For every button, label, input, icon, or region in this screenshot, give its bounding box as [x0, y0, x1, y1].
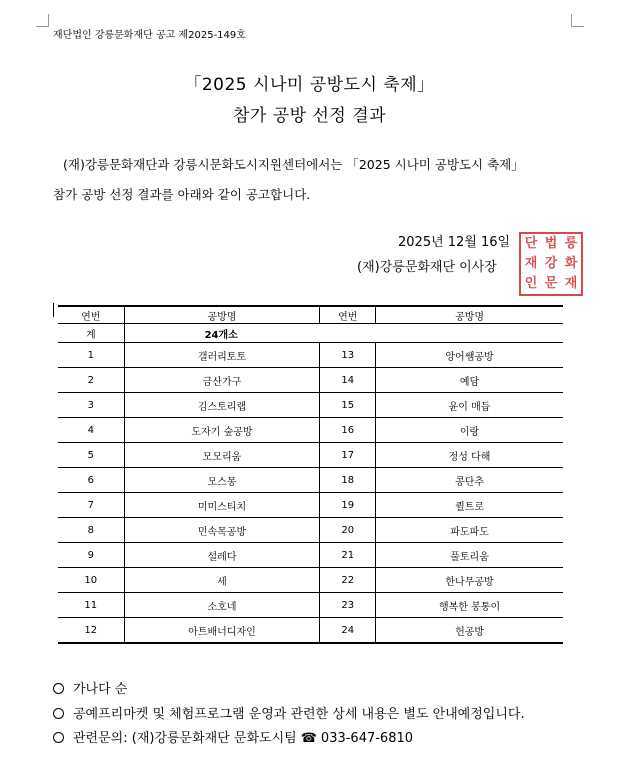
- seal-glyph: 강: [544, 256, 558, 271]
- workshop-name: 설레다: [124, 543, 320, 568]
- seal-glyph: 단: [524, 236, 538, 251]
- workshop-name: 금산가구: [124, 368, 320, 393]
- workshop-name: 앙어쌤공방: [376, 343, 563, 368]
- workshop-name: 정성 다해: [376, 443, 563, 468]
- header-workshop: 공방명: [124, 306, 320, 324]
- circle-bullet-icon: [53, 683, 64, 694]
- row-number: 3: [58, 393, 124, 418]
- workshop-name: 김스토리랩: [124, 393, 320, 418]
- workshop-name: 소호네: [124, 593, 320, 618]
- row-number: 23: [320, 593, 376, 618]
- seal-glyph: 재: [524, 256, 538, 271]
- note-sort-order: [53, 678, 127, 697]
- table-row: [58, 543, 563, 568]
- selection-result-table: [58, 305, 563, 644]
- workshop-name: 예담: [376, 368, 563, 393]
- workshop-name: 미미스티치: [124, 493, 320, 518]
- workshop-name: 도자기 숲공방: [124, 418, 320, 443]
- row-number: 4: [58, 418, 124, 443]
- official-seal: [519, 232, 583, 296]
- table-row: [58, 368, 563, 393]
- signer: (재)강릉문화재단 이사장: [357, 260, 497, 275]
- workshop-name: 퀼트로: [376, 493, 563, 518]
- intro-text-line1: (재)강릉문화재단과 강릉시문화도시지원센터에서는 「2025 시나미 공방도시 축제」: [63, 157, 524, 172]
- workshop-name: 모스몽: [124, 468, 320, 493]
- workshop-name: 모모리움: [124, 443, 320, 468]
- row-number: 11: [58, 593, 124, 618]
- seal-glyph: 재: [564, 276, 578, 291]
- crop-mark-right: [571, 14, 584, 27]
- row-number: 13: [320, 343, 376, 368]
- row-number: 20: [320, 518, 376, 543]
- workshop-name: 파도파도: [376, 518, 563, 543]
- table-row: [58, 618, 563, 644]
- table-row: [58, 418, 563, 443]
- workshop-name: 윤이 매듭: [376, 393, 563, 418]
- seal-glyph: 인: [524, 276, 538, 291]
- workshop-name: 갤러리토토: [124, 343, 320, 368]
- row-number: 2: [58, 368, 124, 393]
- header-no: 연번: [320, 306, 376, 324]
- table-row: [58, 568, 563, 593]
- table-row: [58, 593, 563, 618]
- workshop-name: 콩단추: [376, 468, 563, 493]
- total-value: 24개소: [124, 324, 563, 343]
- table-row: [58, 493, 563, 518]
- notice-date: 2025년 12월 16일: [398, 235, 511, 250]
- notice-number: 재단법인 강릉문화재단 공고 제2025-149호: [53, 30, 246, 41]
- table-row: [58, 518, 563, 543]
- row-number: 8: [58, 518, 124, 543]
- seal-glyph: 화: [564, 256, 578, 271]
- row-number: 21: [320, 543, 376, 568]
- document-subtitle: 참가 공방 선정 결과: [232, 106, 387, 126]
- row-number: 1: [58, 343, 124, 368]
- phone-icon: ☎: [300, 731, 317, 746]
- workshop-name: 세: [124, 568, 320, 593]
- row-number: 6: [58, 468, 124, 493]
- table-row: [58, 393, 563, 418]
- text-cursor: [53, 303, 54, 317]
- row-number: 18: [320, 468, 376, 493]
- workshop-name: 이랑: [376, 418, 563, 443]
- workshop-name: 민속목공방: [124, 518, 320, 543]
- row-number: 19: [320, 493, 376, 518]
- workshop-name: 행복한 봉통이: [376, 593, 563, 618]
- total-row: [58, 324, 563, 343]
- note-details: [53, 703, 525, 722]
- note-text: 공예프리마켓 및 체험프로그램 운영과 관련한 상세 내용은 별도 안내예정입니다.: [73, 707, 525, 722]
- row-number: 24: [320, 618, 376, 644]
- intro-text-line2: 참가 공방 선정 결과를 아래와 같이 공고합니다.: [53, 187, 311, 202]
- table-row: [58, 343, 563, 368]
- document-title: 「2025 시나미 공방도시 축제」: [184, 75, 435, 95]
- row-number: 7: [58, 493, 124, 518]
- total-label: 계: [58, 324, 124, 343]
- workshop-name: 헌공방: [376, 618, 563, 644]
- row-number: 17: [320, 443, 376, 468]
- crop-mark-left: [36, 14, 49, 27]
- note-text: 가나다 순: [73, 682, 128, 697]
- header-workshop: 공방명: [376, 306, 563, 324]
- row-number: 16: [320, 418, 376, 443]
- row-number: 22: [320, 568, 376, 593]
- seal-glyph: 릉: [564, 236, 578, 251]
- circle-bullet-icon: [53, 708, 64, 719]
- row-number: 12: [58, 618, 124, 644]
- seal-glyph: 문: [544, 276, 558, 291]
- row-number: 5: [58, 443, 124, 468]
- table-row: [58, 443, 563, 468]
- circle-bullet-icon: [53, 732, 64, 743]
- contact-phone: 033-647-6810: [320, 731, 414, 746]
- table-header-row: [58, 306, 563, 324]
- workshop-name: 풀토리움: [376, 543, 563, 568]
- row-number: 10: [58, 568, 124, 593]
- contact-text: 관련문의: (재)강릉문화재단 문화도시팀: [73, 731, 297, 746]
- row-number: 15: [320, 393, 376, 418]
- seal-glyph: 법: [544, 236, 558, 251]
- workshop-name: 한나무공방: [376, 568, 563, 593]
- workshop-name: 아트배너디자인: [124, 618, 320, 644]
- row-number: 14: [320, 368, 376, 393]
- table-row: [58, 468, 563, 493]
- header-no: 연번: [58, 306, 124, 324]
- row-number: 9: [58, 543, 124, 568]
- note-contact: [53, 727, 413, 746]
